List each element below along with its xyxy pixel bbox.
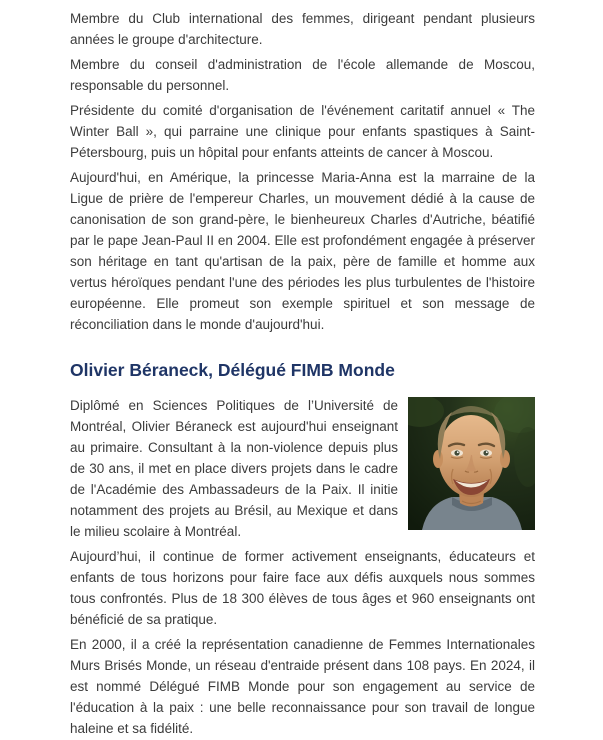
olivier-beraneck-portrait-photo	[408, 397, 535, 530]
paragraph-fimb-nomination: En 2000, il a créé la représentation canadienne de Femmes Internationales Murs Brisés Monde, un réseau d'entraide présent dans 108 pays. En 2024, il est nommé Délégué FIMB Monde pour son engagement au service de l'éducation à la paix : une belle reconnaissance pour son travail de longue haleine et sa fidélité.	[70, 637, 535, 736]
paragraph-winter-ball: Présidente du comité d'organisation de l'événement caritatif annuel « The Winter Ball », qui parraine une clinique pour enfants spastiques à Saint-Pétersbourg, puis un hôpital pour enfants atteints de cancer à Moscou.	[70, 103, 535, 160]
section-heading-olivier-beraneck: Olivier Béraneck, Délégué FIMB Monde	[70, 360, 395, 380]
paragraph-bilan-enseignement: Aujourd’hui, il continue de former activement enseignants, éducateurs et enfants de tous horizons pour faire face aux défis auxquels nous sommes tous confrontés. Plus de 18 300 élèves de tous âges et 960 enseignants ont bénéficié de sa pratique.	[70, 549, 535, 627]
paragraph-bio-lead	[70, 395, 535, 542]
paragraph-club-international: Membre du Club international des femmes, dirigeant pendant plusieurs années le groupe d'architecture.	[70, 11, 535, 47]
paragraph-conseil-administration: Membre du conseil d'administration de l'école allemande de Moscou, responsable du personnel.	[70, 57, 535, 93]
paragraph-ligue-de-priere: Aujourd'hui, en Amérique, la princesse Maria-Anna est la marraine de la Ligue de prière de l'empereur Charles, un mouvement dédié à la cause de canonisation de son grand-père, le bienheureux Charles d'Autriche, béatifié par le pape Jean-Paul II en 2004. Elle est profondément engagée à préserver son héritage en tant qu'artisan de la paix, père de famille et homme aux vertus héroïques pendant l'une des périodes les plus turbulentes de l'histoire européenne. Elle promeut son exemple spirituel et son message de réconciliation dans le monde d'aujourd'hui.	[70, 170, 535, 332]
paragraph-bio-lead-text: Diplômé en Sciences Politiques de l’Université de Montréal, Olivier Béraneck est aujourd'hui enseignant au primaire. Consultant à la non-violence depuis plus de 30 ans, il met en place divers projets dans le cadre de l'Académie des Ambassadeurs de la Paix. Il initie notamment des projets au Brésil, au Mexique et dans le milieu scolaire à Montréal.	[70, 398, 398, 539]
